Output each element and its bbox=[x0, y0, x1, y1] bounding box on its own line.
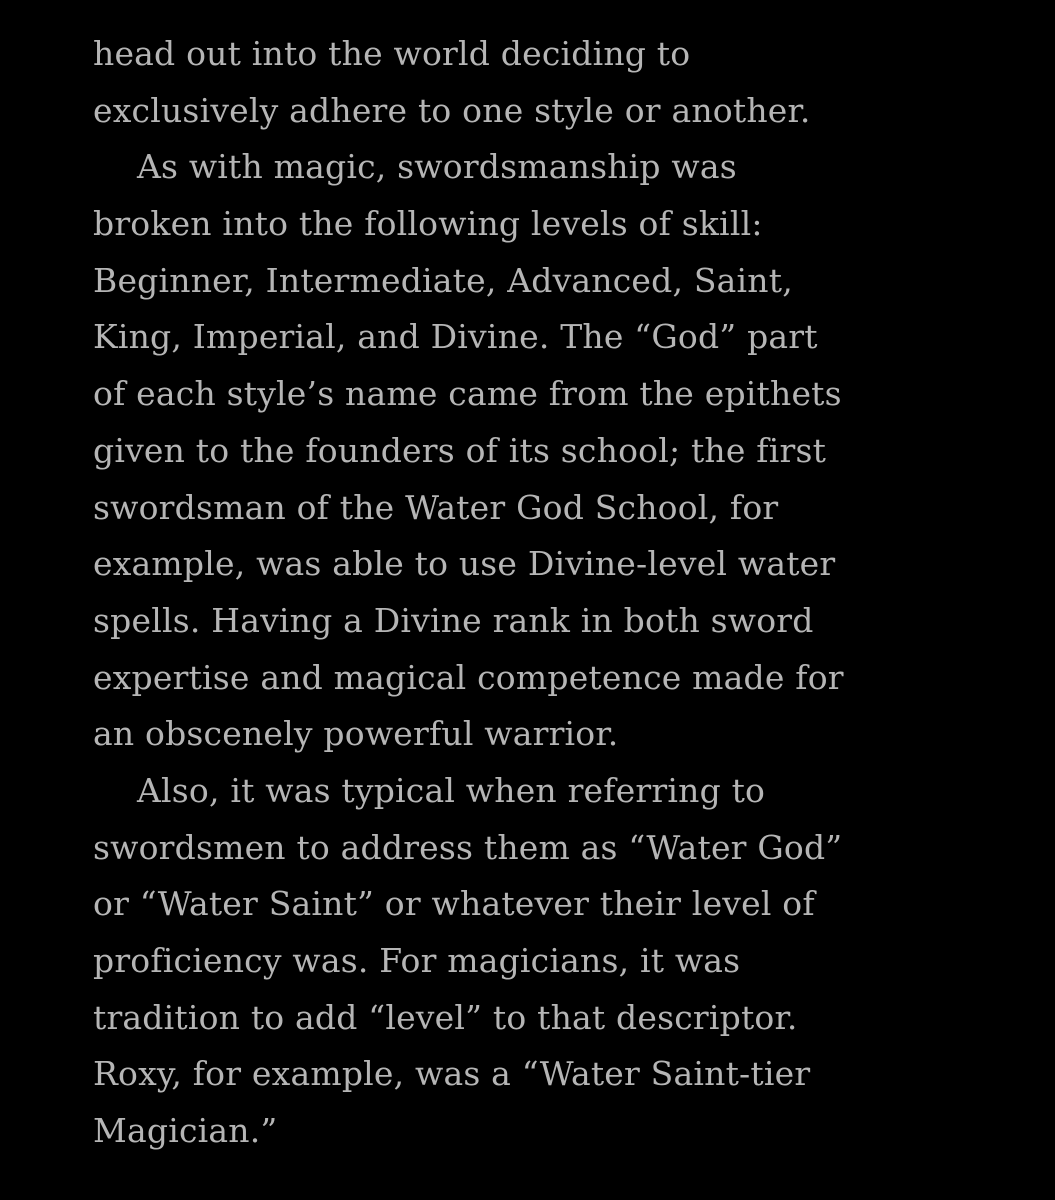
text-line: given to the founders of its school; the first bbox=[93, 430, 827, 470]
text-line: exclusively adhere to one style or another. bbox=[93, 90, 811, 130]
text-line: of each style’s name came from the epithets bbox=[93, 374, 842, 414]
text-line: tradition to add “level” to that descriptor. bbox=[93, 997, 798, 1037]
text-line: Beginner, Intermediate, Advanced, Saint, bbox=[93, 260, 793, 300]
text-line: head out into the world deciding to bbox=[93, 34, 691, 73]
text-line: expertise and magical competence made for bbox=[93, 657, 844, 697]
reader-page bbox=[93, 26, 993, 1160]
text-line: King, Imperial, and Divine. The “God” part bbox=[93, 317, 818, 357]
text-line: or “Water Saint” or whatever their level of bbox=[93, 884, 815, 924]
text-line: example, was able to use Divine-level water bbox=[93, 544, 836, 584]
text-line: proficiency was. For magicians, it was bbox=[93, 941, 741, 980]
text-line: Magician.” bbox=[93, 1111, 278, 1151]
text-line: spells. Having a Divine rank in both sword bbox=[93, 600, 814, 640]
text-line: an obscenely powerful warrior. bbox=[93, 714, 619, 754]
text-line: broken into the following levels of skill: bbox=[93, 204, 763, 244]
text-line: swordsmen to address them as “Water God” bbox=[93, 827, 843, 867]
paragraph-start-line: Also, it was typical when referring to bbox=[137, 770, 766, 810]
text-line: swordsman of the Water God School, for bbox=[93, 487, 779, 527]
paragraph-start-line: As with magic, swordsmanship was bbox=[137, 147, 737, 187]
text-line: Roxy, for example, was a “Water Saint-tier bbox=[93, 1054, 811, 1094]
